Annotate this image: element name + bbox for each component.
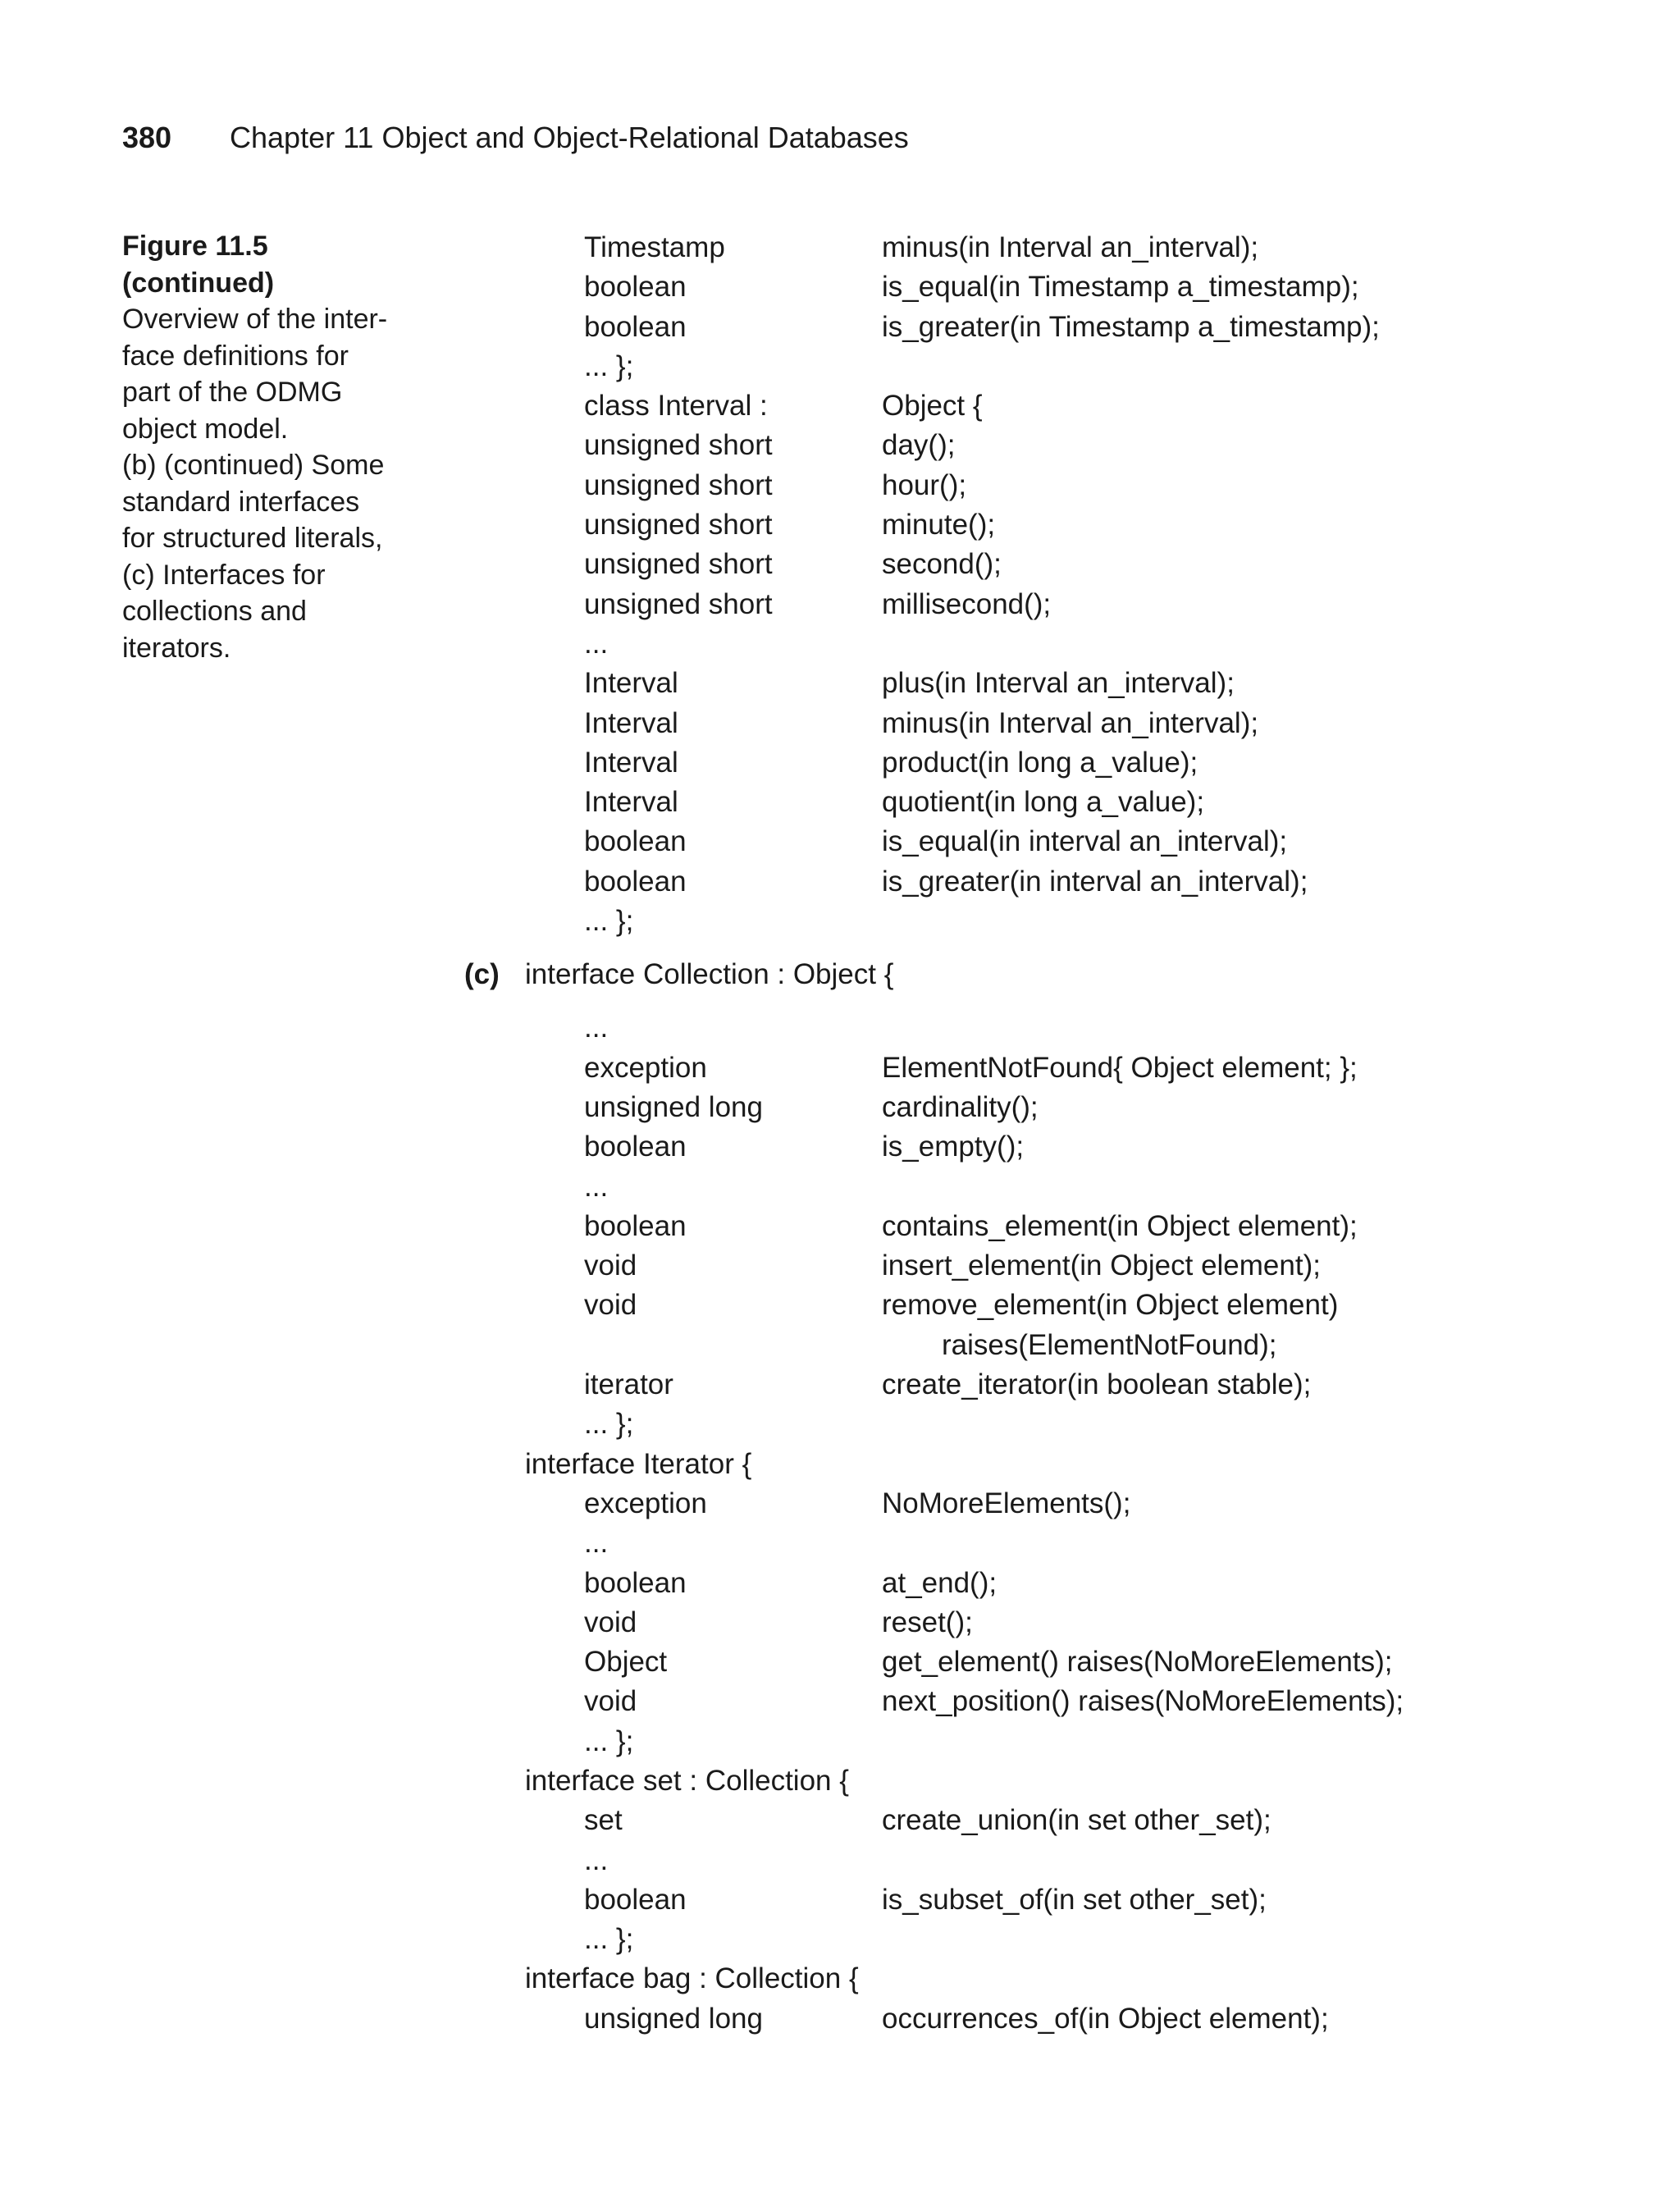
code-type: Interval	[584, 706, 678, 739]
code-line	[0, 1326, 1680, 1365]
code-member: next_position() raises(NoMoreElements);	[882, 1685, 1404, 1718]
code-line	[0, 1880, 1680, 1920]
code-line	[0, 1167, 1680, 1207]
code-member: product(in long a_value);	[882, 746, 1198, 779]
code-line	[0, 1722, 1680, 1761]
code-line	[0, 347, 1680, 386]
code-member: is_greater(in Timestamp a_timestamp);	[882, 310, 1380, 343]
code-member: get_element() raises(NoMoreElements);	[882, 1646, 1393, 1679]
code-line	[0, 505, 1680, 545]
caption-line: iterators.	[122, 632, 231, 664]
code-line	[0, 1207, 1680, 1246]
code-type: set	[584, 1804, 623, 1837]
code-line	[0, 386, 1680, 426]
code-line	[0, 1801, 1680, 1840]
caption-line: for structured literals,	[122, 523, 383, 554]
code-type: class Interval :	[584, 390, 768, 423]
code-line	[0, 1127, 1680, 1167]
code-line	[0, 1286, 1680, 1325]
code-member: Object {	[882, 390, 983, 423]
code-member: insert_element(in Object element);	[882, 1249, 1321, 1282]
code-member: millisecond();	[882, 587, 1052, 620]
code-member: remove_element(in Object element)	[882, 1289, 1339, 1322]
code-type: iterator	[584, 1368, 673, 1401]
code-line	[0, 1999, 1680, 2039]
code-line	[0, 1642, 1680, 1682]
code-line	[0, 1088, 1680, 1127]
code-type: ...	[584, 1843, 609, 1876]
code-type: void	[584, 1606, 637, 1638]
code-type: void	[584, 1249, 637, 1282]
caption-line: part of the ODMG	[122, 377, 343, 408]
code-type: unsigned long	[584, 1090, 763, 1123]
section-label: (c)	[464, 958, 500, 991]
code-type: ... };	[584, 1408, 634, 1441]
code-line	[0, 783, 1680, 822]
code-type: ...	[584, 627, 609, 660]
interface-header	[0, 1959, 1680, 1999]
code-line	[0, 228, 1680, 267]
code-type: boolean	[584, 865, 687, 898]
code-member: minus(in Interval an_interval);	[882, 231, 1259, 263]
interface-header	[0, 1445, 1680, 1484]
code-member: minus(in Interval an_interval);	[882, 706, 1259, 739]
code-line	[0, 1365, 1680, 1405]
code-member: is_empty();	[882, 1131, 1025, 1163]
code-type: unsigned short	[584, 587, 773, 620]
code-line	[0, 1008, 1680, 1048]
code-type: unsigned short	[584, 509, 773, 541]
code-member: ElementNotFound{ Object element; };	[882, 1051, 1358, 1084]
code-type: ...	[584, 1012, 609, 1044]
code-line	[0, 743, 1680, 783]
code-type: boolean	[584, 271, 687, 304]
code-line	[0, 466, 1680, 505]
interface-declaration: interface Iterator {	[525, 1447, 752, 1480]
code-type: boolean	[584, 1131, 687, 1163]
code-line	[0, 1564, 1680, 1603]
code-type: ... };	[584, 905, 634, 938]
code-line	[0, 1841, 1680, 1880]
code-member: is_equal(in interval an_interval);	[882, 825, 1288, 858]
code-type: Timestamp	[584, 231, 725, 263]
code-type: Interval	[584, 786, 678, 819]
code-type: ... };	[584, 349, 634, 382]
code-type: ... };	[584, 1725, 634, 1757]
code-member: NoMoreElements();	[882, 1487, 1131, 1519]
caption-line: standard interfaces	[122, 486, 360, 518]
code-listing	[0, 228, 1680, 2039]
code-member: quotient(in long a_value);	[882, 786, 1205, 819]
code-type: void	[584, 1289, 637, 1322]
code-line	[0, 822, 1680, 861]
code-type: unsigned short	[584, 548, 773, 581]
code-line	[0, 267, 1680, 307]
code-member: cardinality();	[882, 1090, 1039, 1123]
code-member: is_equal(in Timestamp a_timestamp);	[882, 271, 1359, 304]
caption-line: object model.	[122, 413, 289, 445]
code-type: unsigned long	[584, 2002, 763, 2035]
page-number: 380	[122, 121, 172, 154]
caption-line: (b) (continued) Some	[122, 450, 385, 481]
code-member: day();	[882, 429, 956, 462]
code-line	[0, 1920, 1680, 1959]
code-member-continuation: raises(ElementNotFound);	[942, 1328, 1277, 1361]
running-head: Chapter 11 Object and Object-Relational Databases	[230, 121, 909, 154]
code-line	[0, 426, 1680, 465]
code-member: occurrences_of(in Object element);	[882, 2002, 1329, 2035]
code-type: exception	[584, 1487, 707, 1519]
code-line	[0, 862, 1680, 902]
code-type: boolean	[584, 825, 687, 858]
code-type: exception	[584, 1051, 707, 1084]
interface-header	[0, 941, 1680, 1008]
code-line	[0, 1484, 1680, 1524]
code-type: boolean	[584, 1209, 687, 1242]
interface-declaration: interface Collection : Object {	[525, 958, 894, 991]
code-member: second();	[882, 548, 1002, 581]
code-type: boolean	[584, 1566, 687, 1599]
code-type: Interval	[584, 746, 678, 779]
figure-continued: (continued)	[122, 267, 275, 299]
code-line	[0, 1246, 1680, 1286]
code-type: boolean	[584, 310, 687, 343]
code-line	[0, 545, 1680, 584]
code-type: ...	[584, 1527, 609, 1560]
code-member: at_end();	[882, 1566, 998, 1599]
code-type: void	[584, 1685, 637, 1718]
code-type: boolean	[584, 1883, 687, 1916]
code-type: ...	[584, 1170, 609, 1203]
code-type: unsigned short	[584, 468, 773, 501]
code-type: Object	[584, 1646, 668, 1679]
caption-line: collections and	[122, 596, 307, 627]
code-member: create_union(in set other_set);	[882, 1804, 1271, 1837]
code-line	[0, 1682, 1680, 1721]
code-member: is_subset_of(in set other_set);	[882, 1883, 1267, 1916]
interface-declaration: interface set : Collection {	[525, 1764, 849, 1797]
code-member: is_greater(in interval an_interval);	[882, 865, 1308, 898]
code-line	[0, 624, 1680, 664]
code-member: reset();	[882, 1606, 973, 1638]
code-line	[0, 1524, 1680, 1563]
code-line	[0, 1405, 1680, 1444]
code-line	[0, 1603, 1680, 1642]
caption-line: (c) Interfaces for	[122, 559, 326, 591]
interface-declaration: interface bag : Collection {	[525, 1962, 859, 1995]
figure-label: Figure 11.5	[122, 231, 268, 262]
code-member: hour();	[882, 468, 967, 501]
code-member: plus(in Interval an_interval);	[882, 667, 1235, 700]
code-member: contains_element(in Object element);	[882, 1209, 1358, 1242]
code-line	[0, 704, 1680, 743]
code-line	[0, 1048, 1680, 1088]
code-type: Interval	[584, 667, 678, 700]
caption-line: Overview of the inter-	[122, 304, 388, 335]
code-member: create_iterator(in boolean stable);	[882, 1368, 1312, 1401]
code-type: unsigned short	[584, 429, 773, 462]
caption-line: face definitions for	[122, 340, 349, 372]
code-line	[0, 585, 1680, 624]
code-member: minute();	[882, 509, 996, 541]
code-line	[0, 664, 1680, 703]
interface-header	[0, 1761, 1680, 1801]
code-line	[0, 902, 1680, 941]
code-line	[0, 308, 1680, 347]
code-type: ... };	[584, 1923, 634, 1956]
